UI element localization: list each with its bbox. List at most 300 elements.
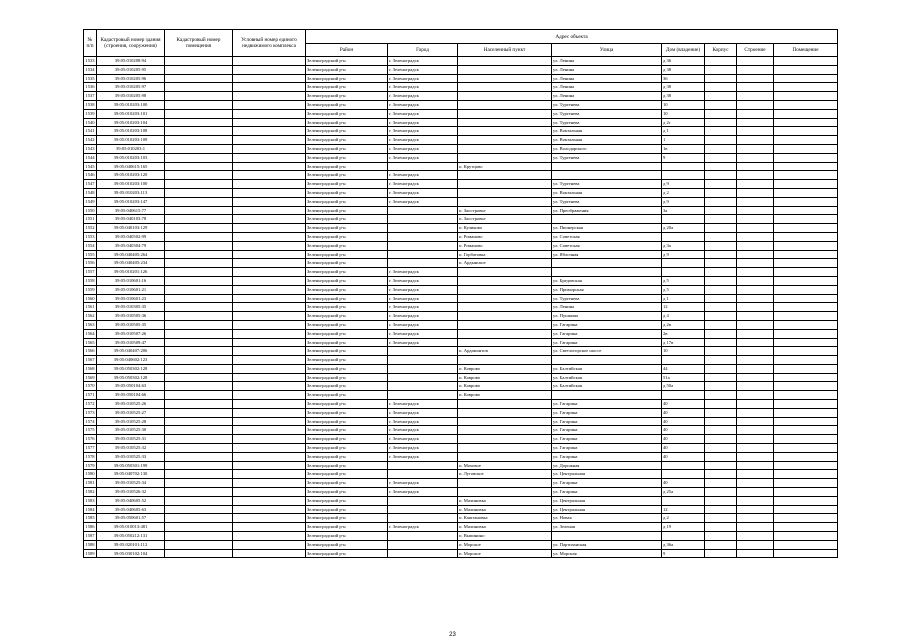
cell-korpus (705, 505, 737, 514)
cell-uslovny-nomer (233, 488, 306, 497)
cell-kad-pomeschenie (165, 224, 233, 233)
cell-pomeschenie (774, 382, 838, 391)
cell-kad-zdanie: 39:05:010601:21 (97, 285, 165, 294)
table-row (84, 391, 838, 400)
table-row (84, 329, 838, 338)
cell-stroenie (737, 488, 774, 497)
cell-korpus (705, 92, 737, 101)
cell-pomeschenie (774, 197, 838, 206)
cell-stroenie (737, 224, 774, 233)
cell-stroenie (737, 470, 774, 479)
cell-kad-pomeschenie (165, 514, 233, 523)
header-dom: Дом (владение) (662, 44, 705, 57)
cell-gorod: г. Зеленоградск (388, 127, 458, 136)
cell-stroenie (737, 57, 774, 66)
cell-naselenny-punkt (458, 268, 552, 277)
cell-kad-zdanie: 39:05:010203:108 (97, 127, 165, 136)
cell-gorod: г. Зеленоградск (388, 118, 458, 127)
cell-ulica: ул. Тургенева (552, 197, 662, 206)
cell-korpus (705, 540, 737, 549)
cell-uslovny-nomer (233, 224, 306, 233)
cell-stroenie (737, 426, 774, 435)
table-row (84, 496, 838, 505)
cell-naselenny-punkt: п. Каштановка (458, 514, 552, 523)
cell-stroenie (737, 127, 774, 136)
cell-kad-pomeschenie (165, 100, 233, 109)
cell-ulica: ул. Гагарина (552, 329, 662, 338)
table-row (84, 259, 838, 268)
cell-rayon: Зеленоградский р-н (306, 470, 388, 479)
cell-pomeschenie (774, 470, 838, 479)
cell-gorod (388, 206, 458, 215)
cell-naselenny-punkt (458, 74, 552, 83)
cell-row-number: 1587 (84, 532, 97, 541)
cell-gorod: г. Зеленоградск (388, 408, 458, 417)
cell-rayon: Зеленоградский р-н (306, 364, 388, 373)
table-row (84, 417, 838, 426)
table-row (84, 514, 838, 523)
cell-row-number: 1589 (84, 549, 97, 558)
cell-naselenny-punkt (458, 65, 552, 74)
cell-row-number: 1583 (84, 496, 97, 505)
cell-kad-pomeschenie (165, 338, 233, 347)
cell-stroenie (737, 461, 774, 470)
cell-rayon: Зеленоградский р-н (306, 312, 388, 321)
cell-kad-pomeschenie (165, 92, 233, 101)
cell-kad-pomeschenie (165, 356, 233, 365)
cell-row-number: 1540 (84, 118, 97, 127)
cell-kad-pomeschenie (165, 294, 233, 303)
cell-ulica: ул. Яблочная (552, 250, 662, 259)
cell-rayon: Зеленоградский р-н (306, 285, 388, 294)
cell-gorod (388, 347, 458, 356)
cell-dom (662, 259, 705, 268)
table-row (84, 109, 838, 118)
cell-kad-pomeschenie (165, 136, 233, 145)
cell-naselenny-punkt: п. Ардамонтов (458, 347, 552, 356)
cell-stroenie (737, 136, 774, 145)
cell-gorod: г. Зеленоградск (388, 479, 458, 488)
cell-kad-zdanie: 39:05:040605:52 (97, 496, 165, 505)
cell-stroenie (737, 417, 774, 426)
cell-gorod: г. Зеленоградск (388, 523, 458, 532)
cell-kad-zdanie: 39:05:010505:36 (97, 312, 165, 321)
cell-pomeschenie (774, 452, 838, 461)
table-row (84, 144, 838, 153)
cell-kad-pomeschenie (165, 540, 233, 549)
cell-kad-zdanie: 39:05:010203:147 (97, 197, 165, 206)
cell-ulica: ул. Тургенева (552, 118, 662, 127)
cell-row-number: 1534 (84, 65, 97, 74)
cell-ulica: ул. Гагарина (552, 417, 662, 426)
cell-naselenny-punkt (458, 285, 552, 294)
cell-kad-pomeschenie (165, 171, 233, 180)
cell-kad-zdanie: 39:05:040103:129 (97, 224, 165, 233)
cell-dom: 40 (662, 426, 705, 435)
cell-rayon: Зеленоградский р-н (306, 118, 388, 127)
cell-naselenny-punkt: п. Заостровье (458, 206, 552, 215)
cell-korpus (705, 312, 737, 321)
cell-dom: д 17в (662, 338, 705, 347)
cell-dom: д 9 (662, 180, 705, 189)
header-korpus: Корпус (705, 44, 737, 57)
cell-dom: д 4 (662, 312, 705, 321)
cell-korpus (705, 426, 737, 435)
cell-row-number: 1543 (84, 144, 97, 153)
cell-row-number: 1579 (84, 461, 97, 470)
cell-ulica (552, 171, 662, 180)
cell-naselenny-punkt: п. Заостровье (458, 215, 552, 224)
cell-naselenny-punkt (458, 144, 552, 153)
cell-uslovny-nomer (233, 479, 306, 488)
cell-gorod: г. Зеленоградск (388, 171, 458, 180)
cell-stroenie (737, 188, 774, 197)
cell-pomeschenie (774, 364, 838, 373)
cell-dom: д 19 (662, 523, 705, 532)
cell-kad-pomeschenie (165, 320, 233, 329)
table-row (84, 206, 838, 215)
cell-stroenie (737, 435, 774, 444)
cell-rayon: Зеленоградский р-н (306, 523, 388, 532)
cell-ulica: ул. Партизанская (552, 540, 662, 549)
cell-naselenny-punkt: п. Крутцово (458, 162, 552, 171)
cell-korpus (705, 294, 737, 303)
table-row (84, 523, 838, 532)
cell-kad-pomeschenie (165, 444, 233, 453)
register-sheet (83, 29, 838, 558)
cell-rayon: Зеленоградский р-н (306, 373, 388, 382)
cell-row-number: 1562 (84, 312, 97, 321)
cell-row-number: 1578 (84, 452, 97, 461)
cell-naselenny-punkt: п. Луговское (458, 470, 552, 479)
cell-row-number: 1567 (84, 356, 97, 365)
cell-ulica: ул. Гагарина (552, 488, 662, 497)
cell-ulica: ул. Ленина (552, 303, 662, 312)
cell-korpus (705, 532, 737, 541)
cell-dom: 12 (662, 505, 705, 514)
cell-pomeschenie (774, 514, 838, 523)
cell-dom (662, 461, 705, 470)
cell-dom: д 1 (662, 294, 705, 303)
cell-ulica: ул. Гагарина (552, 400, 662, 409)
header-uslovny: Условный номер единого недвижимого комплекса (233, 30, 306, 57)
cell-uslovny-nomer (233, 118, 306, 127)
table-row (84, 320, 838, 329)
cell-stroenie (737, 215, 774, 224)
cell-korpus (705, 241, 737, 250)
cell-kad-zdanie: 39:05:010526:32 (97, 488, 165, 497)
table-row (84, 188, 838, 197)
table-row (84, 461, 838, 470)
cell-stroenie (737, 206, 774, 215)
cell-korpus (705, 488, 737, 497)
cell-row-number: 1546 (84, 171, 97, 180)
cell-kad-pomeschenie (165, 83, 233, 92)
cell-row-number: 1570 (84, 382, 97, 391)
cell-stroenie (737, 74, 774, 83)
cell-ulica: ул. Дорожная (552, 461, 662, 470)
cell-naselenny-punkt (458, 408, 552, 417)
cell-kad-pomeschenie (165, 118, 233, 127)
cell-kad-pomeschenie (165, 417, 233, 426)
cell-gorod: г. Зеленоградск (388, 100, 458, 109)
cell-rayon: Зеленоградский р-н (306, 144, 388, 153)
cell-row-number: 1553 (84, 232, 97, 241)
cell-row-number: 1538 (84, 100, 97, 109)
cell-ulica: ул. Гагарина (552, 408, 662, 417)
cell-stroenie (737, 373, 774, 382)
cell-korpus (705, 364, 737, 373)
cell-pomeschenie (774, 461, 838, 470)
cell-kad-pomeschenie (165, 162, 233, 171)
cell-dom: 40 (662, 417, 705, 426)
cell-kad-pomeschenie (165, 276, 233, 285)
cell-kad-zdanie: 39:05:040407:206 (97, 347, 165, 356)
cell-korpus (705, 347, 737, 356)
cell-pomeschenie (774, 127, 838, 136)
cell-pomeschenie (774, 408, 838, 417)
cell-korpus (705, 329, 737, 338)
cell-stroenie (737, 109, 774, 118)
cell-gorod: г. Зеленоградск (388, 74, 458, 83)
cell-kad-zdanie: 39:05:010201:126 (97, 268, 165, 277)
cell-rayon: Зеленоградский р-н (306, 153, 388, 162)
cell-rayon: Зеленоградский р-н (306, 540, 388, 549)
cell-uslovny-nomer (233, 532, 306, 541)
cell-dom (662, 470, 705, 479)
header-stroenie: Строение (737, 44, 774, 57)
cell-row-number: 1577 (84, 444, 97, 453)
cell-row-number: 1586 (84, 523, 97, 532)
cell-dom: 40 (662, 400, 705, 409)
cell-naselenny-punkt (458, 320, 552, 329)
cell-gorod (388, 162, 458, 171)
cell-kad-pomeschenie (165, 505, 233, 514)
cell-pomeschenie (774, 338, 838, 347)
table-body (84, 57, 838, 558)
cell-pomeschenie (774, 444, 838, 453)
cell-korpus (705, 180, 737, 189)
cell-kad-zdanie: 39:05:010203:103 (97, 153, 165, 162)
objects-table (83, 29, 838, 558)
cell-stroenie (737, 312, 774, 321)
cell-ulica: ул. Ленина (552, 74, 662, 83)
cell-pomeschenie (774, 92, 838, 101)
cell-pomeschenie (774, 180, 838, 189)
cell-kad-zdanie: 39:05:010203:120 (97, 171, 165, 180)
cell-uslovny-nomer (233, 320, 306, 329)
cell-rayon: Зеленоградский р-н (306, 92, 388, 101)
cell-korpus (705, 74, 737, 83)
table-row (84, 312, 838, 321)
cell-korpus (705, 338, 737, 347)
cell-dom (662, 356, 705, 365)
cell-kad-pomeschenie (165, 435, 233, 444)
table-row (84, 250, 838, 259)
cell-gorod (388, 241, 458, 250)
cell-gorod: г. Зеленоградск (388, 109, 458, 118)
cell-rayon: Зеленоградский р-н (306, 532, 388, 541)
cell-ulica: ул. Тургенева (552, 109, 662, 118)
cell-rayon: Зеленоградский р-н (306, 250, 388, 259)
cell-stroenie (737, 144, 774, 153)
cell-korpus (705, 65, 737, 74)
cell-dom: д 50а (662, 382, 705, 391)
cell-stroenie (737, 259, 774, 268)
cell-stroenie (737, 329, 774, 338)
cell-gorod: г. Зеленоградск (388, 136, 458, 145)
cell-uslovny-nomer (233, 549, 306, 558)
cell-row-number: 1539 (84, 109, 97, 118)
cell-ulica: ул. Гагарина (552, 452, 662, 461)
cell-dom: д 38 (662, 65, 705, 74)
cell-rayon: Зеленоградский р-н (306, 57, 388, 66)
cell-gorod: г. Зеленоградск (388, 444, 458, 453)
cell-korpus (705, 514, 737, 523)
cell-rayon: Зеленоградский р-н (306, 505, 388, 514)
cell-pomeschenie (774, 74, 838, 83)
cell-stroenie (737, 408, 774, 417)
cell-kad-pomeschenie (165, 470, 233, 479)
cell-gorod (388, 215, 458, 224)
header-pomeschenie: Помещение (774, 44, 838, 57)
cell-gorod (388, 232, 458, 241)
cell-kad-zdanie: 39:05:040304:79 (97, 241, 165, 250)
cell-ulica: ул. Центральная (552, 505, 662, 514)
table-row (84, 197, 838, 206)
cell-gorod: г. Зеленоградск (388, 435, 458, 444)
cell-kad-pomeschenie (165, 382, 233, 391)
cell-row-number: 1557 (84, 268, 97, 277)
table-row (84, 276, 838, 285)
cell-row-number: 1535 (84, 74, 97, 83)
cell-naselenny-punkt (458, 136, 552, 145)
table-row (84, 505, 838, 514)
cell-uslovny-nomer (233, 312, 306, 321)
cell-stroenie (737, 505, 774, 514)
cell-naselenny-punkt (458, 329, 552, 338)
cell-kad-zdanie: 39:05:030102:104 (97, 549, 165, 558)
cell-row-number: 1555 (84, 250, 97, 259)
cell-uslovny-nomer (233, 347, 306, 356)
cell-dom: д 36а (662, 540, 705, 549)
cell-rayon: Зеленоградский р-н (306, 188, 388, 197)
cell-naselenny-punkt (458, 153, 552, 162)
cell-kad-pomeschenie (165, 241, 233, 250)
cell-pomeschenie (774, 400, 838, 409)
cell-kad-pomeschenie (165, 127, 233, 136)
cell-gorod: г. Зеленоградск (388, 426, 458, 435)
cell-rayon: Зеленоградский р-н (306, 65, 388, 74)
table-row (84, 100, 838, 109)
cell-dom: 40 (662, 408, 705, 417)
cell-ulica: ул. Центральная (552, 496, 662, 505)
cell-korpus (705, 382, 737, 391)
cell-rayon: Зеленоградский р-н (306, 391, 388, 400)
cell-uslovny-nomer (233, 57, 306, 66)
cell-kad-zdanie: 39:05:020101:112 (97, 540, 165, 549)
cell-stroenie (737, 180, 774, 189)
cell-dom: д 3а (662, 241, 705, 250)
cell-korpus (705, 303, 737, 312)
cell-uslovny-nomer (233, 303, 306, 312)
cell-stroenie (737, 391, 774, 400)
cell-pomeschenie (774, 109, 838, 118)
cell-korpus (705, 100, 737, 109)
cell-uslovny-nomer (233, 505, 306, 514)
cell-stroenie (737, 532, 774, 541)
cell-dom: 3а (662, 206, 705, 215)
table-row (84, 215, 838, 224)
cell-rayon: Зеленоградский р-н (306, 382, 388, 391)
cell-kad-zdanie: 39:05:010525:27 (97, 408, 165, 417)
cell-pomeschenie (774, 250, 838, 259)
cell-naselenny-punkt (458, 338, 552, 347)
cell-kad-pomeschenie (165, 109, 233, 118)
cell-kad-zdanie: 39:05:050212:131 (97, 532, 165, 541)
cell-row-number: 1547 (84, 180, 97, 189)
header-adres: Адрес объекта (306, 30, 838, 44)
cell-kad-zdanie: 39:05:040405:264 (97, 250, 165, 259)
cell-pomeschenie (774, 65, 838, 74)
cell-stroenie (737, 549, 774, 558)
cell-gorod: г. Зеленоградск (388, 320, 458, 329)
cell-kad-zdanie: 39:05:010525:26 (97, 400, 165, 409)
cell-kad-pomeschenie (165, 391, 233, 400)
cell-gorod: г. Зеленоградск (388, 452, 458, 461)
cell-row-number: 1566 (84, 347, 97, 356)
cell-stroenie (737, 400, 774, 409)
cell-kad-zdanie: 39:05:010203:101 (97, 109, 165, 118)
cell-ulica: ул. Володарского (552, 144, 662, 153)
cell-korpus (705, 549, 737, 558)
cell-dom: д 38 (662, 92, 705, 101)
cell-dom: д 2г (662, 118, 705, 127)
cell-naselenny-punkt (458, 400, 552, 409)
cell-row-number: 1548 (84, 188, 97, 197)
cell-kad-pomeschenie (165, 57, 233, 66)
cell-korpus (705, 268, 737, 277)
cell-row-number: 1574 (84, 417, 97, 426)
cell-uslovny-nomer (233, 285, 306, 294)
cell-pomeschenie (774, 136, 838, 145)
cell-gorod: г. Зеленоградск (388, 57, 458, 66)
table-row (84, 347, 838, 356)
cell-dom: 40 (662, 435, 705, 444)
cell-stroenie (737, 100, 774, 109)
cell-kad-zdanie: 39:05:010203:109 (97, 136, 165, 145)
cell-ulica: ул. Советская (552, 241, 662, 250)
cell-stroenie (737, 162, 774, 171)
cell-pomeschenie (774, 232, 838, 241)
cell-gorod (388, 540, 458, 549)
cell-naselenny-punkt (458, 92, 552, 101)
cell-dom: 12 (662, 303, 705, 312)
cell-uslovny-nomer (233, 206, 306, 215)
cell-ulica: ул. Тургенева (552, 180, 662, 189)
cell-rayon: Зеленоградский р-н (306, 100, 388, 109)
cell-ulica: ул. Вокзальная (552, 136, 662, 145)
cell-korpus (705, 276, 737, 285)
cell-ulica (552, 215, 662, 224)
cell-rayon: Зеленоградский р-н (306, 215, 388, 224)
cell-rayon: Зеленоградский р-н (306, 417, 388, 426)
table-row (84, 180, 838, 189)
cell-kad-pomeschenie (165, 329, 233, 338)
page-number: 23 (449, 632, 456, 638)
table-row (84, 356, 838, 365)
cell-row-number: 1572 (84, 400, 97, 409)
